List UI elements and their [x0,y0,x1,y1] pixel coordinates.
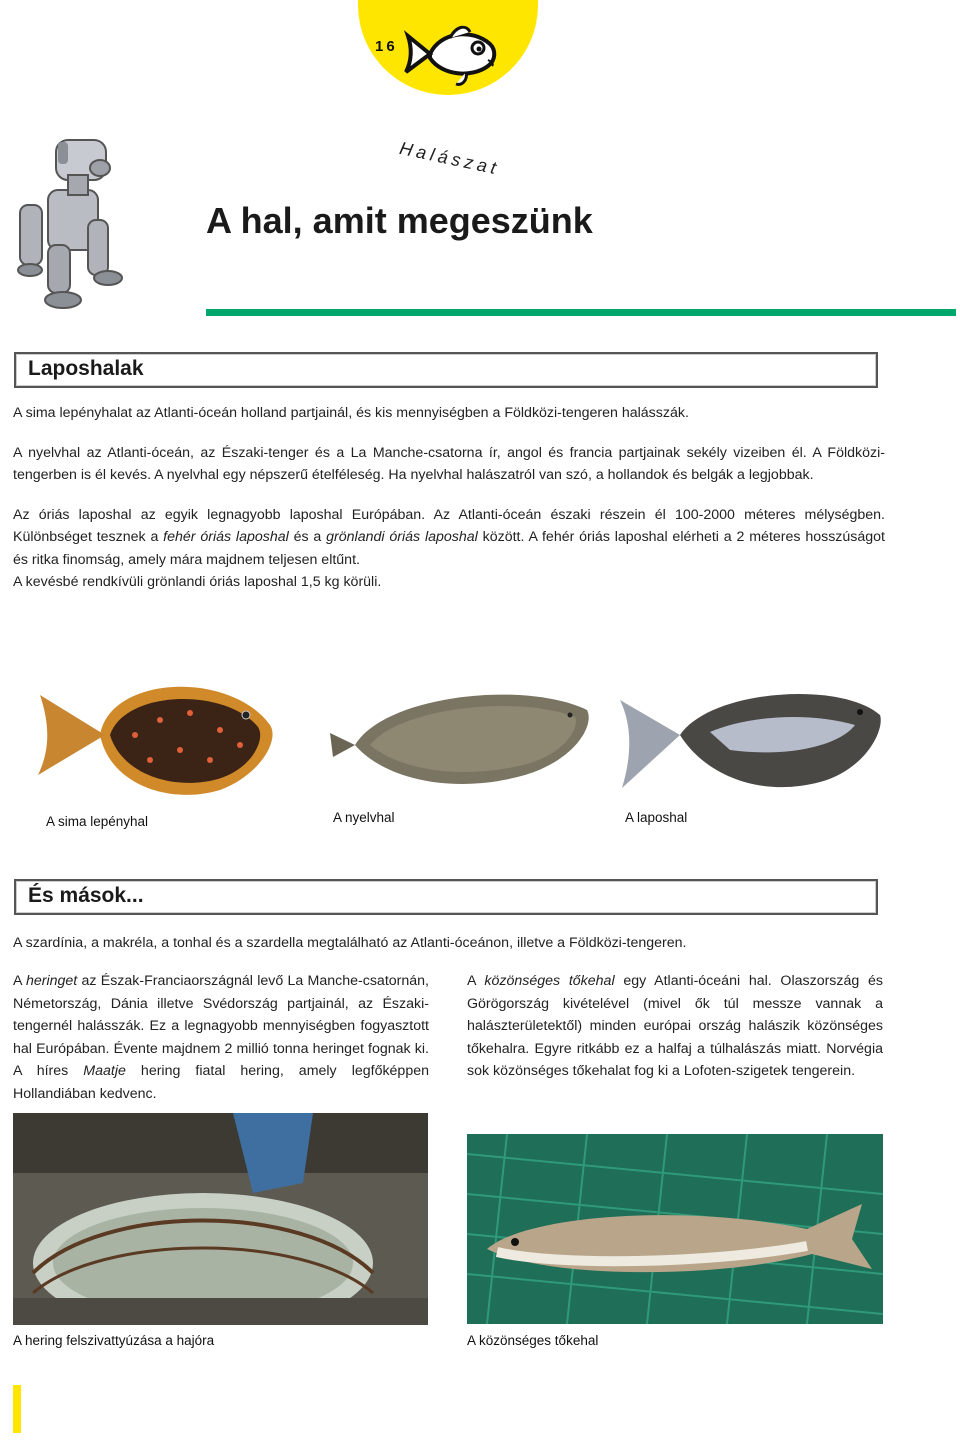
cod-text: A közönséges tőkehal egy Atlanti-óceáni hal. Olaszország és Görögország kivételével (mivel ők túl messze vannak a halászterületektől) minden európai ország halászik közönséges tőkehalra. Egyre ritkább ez a halfaj a túlhalászás miatt. Norvégia sok közönséges tőkehalat fog ki a Lofoten-szigetek tengerein. [467,973,883,1079]
section-heading: És mások... [28,884,144,907]
section-heading-box [14,352,878,388]
page-edge-mark [13,1385,21,1433]
robot-dog-illustration [8,130,138,315]
page-title: A hal, amit megeszünk [206,200,593,241]
section-heading-box [14,879,878,915]
paragraph: A nyelvhal az Atlanti-óceán, az Északi-tenger és a La Manche-csatorna ír, angol és francia partjainak sekély vizeiben él. A Földközi-tengerben is él kevés. A nyelvhal egy népszerű ételféleség. Ha nyelvhal halászatról van szó, a hollandok és belgák a legjobbak. [13,444,885,483]
flatfish-text [13,402,885,594]
others-intro: A szardínia, a makréla, a tonhal és a szardella megtalálható az Atlanti-óceánon, illetve a Földközi-tengeren. [13,935,687,951]
caption: A nyelvhal [333,810,395,825]
paragraph: A sima lepényhalat az Atlanti-óceán holland partjainál, és kis mennyiségben a Földközi-tengeren halásszák. [13,405,689,421]
fish-logo-icon [400,18,500,90]
sole-photo [325,665,595,810]
section-tag: Halászat [397,138,502,179]
cod-photo [467,1134,883,1324]
halibut-photo [610,670,885,800]
herring-catch-photo [13,1113,428,1325]
caption: A hering felszivattyúzása a hajóra [13,1333,215,1348]
caption: A sima lepényhal [46,814,149,829]
section-heading: Laposhalak [28,357,144,380]
paragraph: Az óriás laposhal az egyik legnagyobb laposhal Európában. Az Atlanti-óceán északi részein él 100-2000 méteres mélységben. Különbséget tesznek a fehér óriás laposhal és a grönlandi óriás laposhal között. A fehér óriás laposhal elérheti a 2 méteres hosszúságot és ritka finomság, amely mára majdnem teljesen eltűnt. [13,506,885,568]
caption: A laposhal [625,810,688,825]
plaice-photo [30,665,280,805]
caption: A közönséges tőkehal [467,1333,599,1348]
paragraph: A kevésbé rendkívüli grönlandi óriás laposhal 1,5 kg körüli. [13,574,382,590]
herring-text: A heringet az Észak-Franciaországnál levő La Manche-csatornán, Németország, Dánia illetve Svédország partjainál, az Északi-tengernél halásszák. Ez a legnagyobb mennyiségben fogyasztott hal Európában. Évente majdnem 2 millió tonna heringet fognak ki. A híres Maatje hering fiatal hering, amely legfőképpen Hollandiában kedvenc. [13,973,429,1102]
title-rule [206,309,956,316]
page-number: 16 [375,38,398,55]
